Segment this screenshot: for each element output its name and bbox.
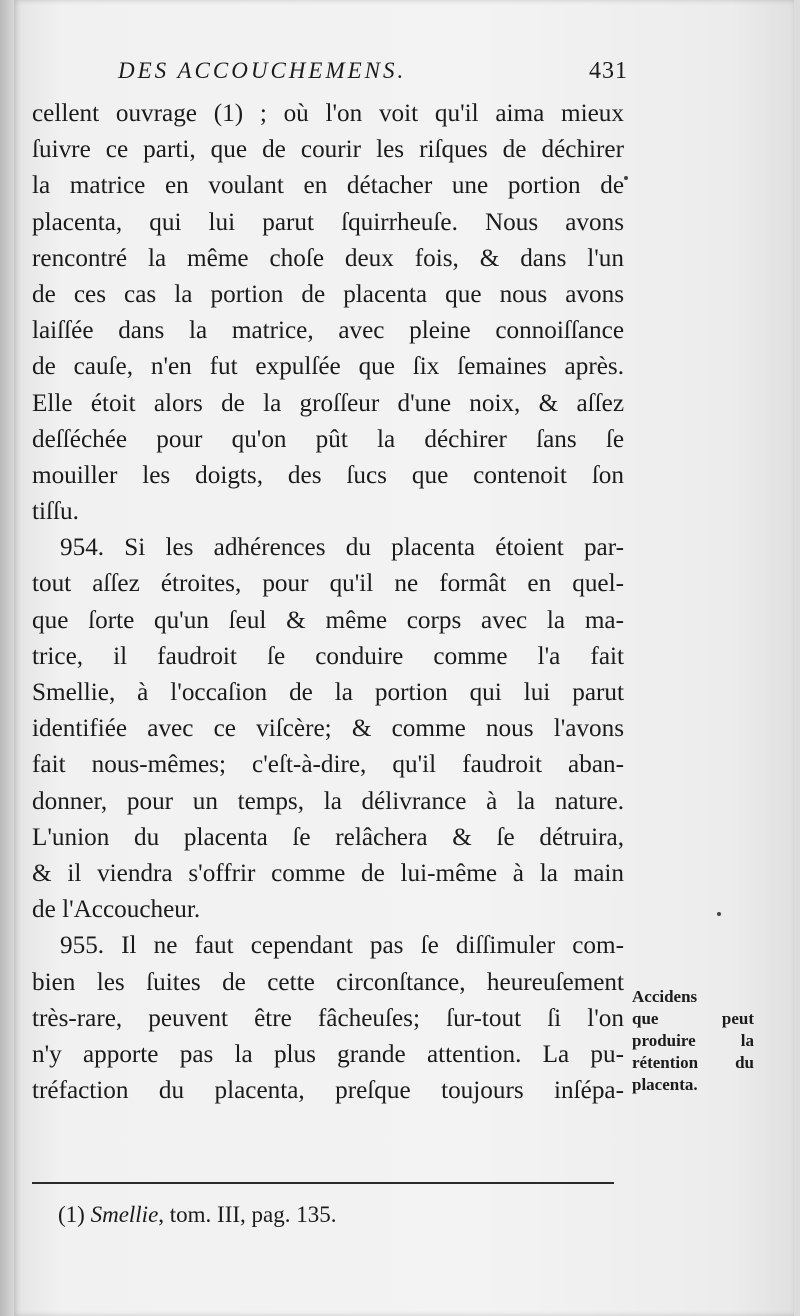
text-line: identifiée avec ce viſcère; & comme nous l'avons [32,715,624,743]
text-line: très-rare, peuvent être fâcheuſes; ſur-tout ſi l'on [32,1004,624,1032]
margin-note-line: Accidens [632,987,698,1006]
text-line: laiſſée dans la matrice, avec pleine connoiſſance [32,317,624,345]
book-gutter [0,0,14,1316]
text-line: rencontré la même choſe deux fois, & dans l'un [32,244,624,272]
text-line: placenta, qui lui parut ſquirrheuſe. Nous avons [32,208,624,236]
paragraph-954-start: 954. Si les adhérences du placenta étoient par- [60,534,624,562]
text-line: bien les ſuites de cette circonſtance, heureuſement [32,968,624,996]
text-line: de l'Accoucheur. [32,896,201,924]
text-line: de ces cas la portion de placenta que nous avons [32,280,624,308]
text-line: L'union du placenta ſe relâchera & ſe détruira, [32,823,624,851]
footnote [58,1200,337,1230]
text-line: trice, il faudroit ſe conduire comme l'a fait [32,642,624,670]
text-line: Smellie, à l'occaſion de la portion qui lui parut [32,679,624,706]
text-line: deſſéchée pour qu'on pût la déchirer ſans ſe [32,425,624,453]
body-text [32,96,624,1109]
text-line: mouiller les doigts, des ſucs que contenoit ſon [32,461,624,489]
text-line: n'y apporte pas la plus grande attention. La pu- [32,1040,624,1068]
footnote-reference: , tom. III, pag. 135. [158,1202,337,1227]
text-line: donner, pour un temps, la délivrance à la nature. [32,787,624,815]
running-head: DES ACCOUCHEMENS. [118,58,407,83]
text-line: cellent ouvrage (1) ; où l'on voit qu'il aima mieux [32,100,624,127]
paper-speck [624,176,628,180]
page-header [118,58,628,94]
paragraph-955-start: 955. Il ne faut cependant pas ſe diſſimuler com- [60,932,624,960]
text-line: la matrice en voulant en détacher une portion de [32,172,624,200]
text-line: de cauſe, n'en fut expulſée que ſix ſemaines après. [32,353,624,381]
text-line: ſuivre ce parti, que de courir les riſques de déchirer [32,136,624,164]
text-line: & il viendra s'offrir comme de lui-même à la main [32,859,624,887]
margin-note-line: rétention du [632,1053,754,1072]
footnote-author: Smellie [90,1202,159,1227]
text-line: tréfaction du placenta, preſque toujours inſépa- [32,1077,624,1105]
paper-speck [717,912,721,916]
margin-note [632,986,754,1096]
margin-note-line: placenta. [632,1075,698,1094]
margin-note-line: que peut [632,1009,754,1028]
footnote-rule [32,1182,614,1184]
text-line: Elle étoit alors de la groſſeur d'une noix, & aſſez [32,389,624,417]
footnote-marker: (1) [58,1202,85,1227]
margin-note-line: produire la [632,1031,754,1050]
text-line: fait nous-mêmes; c'eſt-à-dire, qu'il faudroit aban- [32,751,624,779]
text-line: tout aſſez étroites, pour qu'il ne formât en quel- [32,570,624,598]
text-line: tiſſu. [32,498,79,526]
page-number: 431 [589,58,628,84]
text-line: que ſorte qu'un ſeul & même corps avec la ma- [32,606,624,634]
